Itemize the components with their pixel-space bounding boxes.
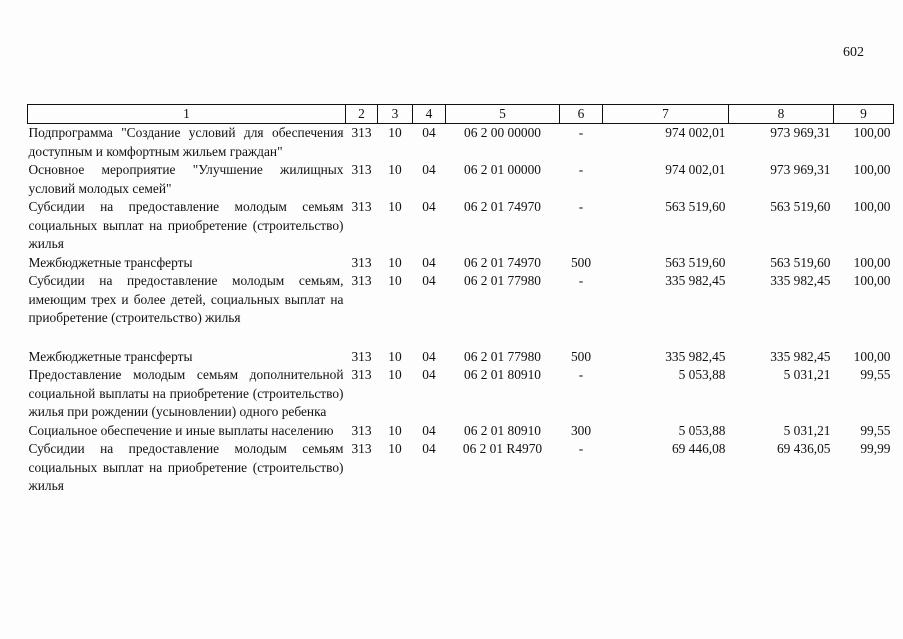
row-percent: 99,55 xyxy=(860,367,891,382)
row-target-code: 06 2 00 00000 xyxy=(464,125,541,140)
row-admin-code: 313 xyxy=(351,254,372,270)
row-actual-amount: 335 982,45 xyxy=(770,348,831,364)
table-row xyxy=(28,161,894,198)
table-row xyxy=(28,124,894,162)
table-body xyxy=(28,124,894,496)
table-row xyxy=(28,422,894,441)
row-spacer xyxy=(28,328,894,348)
row-expense-type: - xyxy=(578,367,584,382)
table-header xyxy=(28,105,894,124)
row-percent: 100,00 xyxy=(853,348,891,364)
row-actual-amount: 563 519,60 xyxy=(770,254,831,270)
row-subsection: 04 xyxy=(422,367,436,382)
row-expense-type: 300 xyxy=(570,422,592,438)
row-section: 10 xyxy=(388,273,402,288)
row-admin-code: 313 xyxy=(351,422,372,438)
row-admin-code: 313 xyxy=(351,273,372,288)
row-expense-type: - xyxy=(578,199,584,214)
row-subsection: 04 xyxy=(422,254,436,270)
row-section: 10 xyxy=(388,254,402,270)
row-target-code: 06 2 01 77980 xyxy=(464,273,541,288)
row-section: 10 xyxy=(388,422,402,438)
row-target-code: 06 2 01 80910 xyxy=(464,367,541,382)
row-percent: 100,00 xyxy=(853,125,891,140)
row-admin-code: 313 xyxy=(351,441,372,456)
table-row xyxy=(28,198,894,254)
row-name: Субсидии на предоставление молодым семьям социальных выплат на приобретение (строительство) жилья xyxy=(28,199,344,251)
row-admin-code: 313 xyxy=(351,367,372,382)
row-name: Межбюджетные трансферты xyxy=(28,254,193,270)
row-section: 10 xyxy=(388,367,402,382)
row-plan-amount: 5 053,88 xyxy=(678,422,726,438)
row-actual-amount: 335 982,45 xyxy=(770,273,831,288)
row-admin-code: 313 xyxy=(351,199,372,214)
row-admin-code: 313 xyxy=(351,162,372,177)
row-name: Подпрограмма "Создание условий для обеспечения доступным и комфортным жильем граждан" xyxy=(28,125,344,159)
row-target-code: 06 2 01 80910 xyxy=(464,422,541,438)
row-section: 10 xyxy=(388,162,402,177)
header-col-1: 1 xyxy=(28,105,346,124)
row-subsection: 04 xyxy=(422,273,436,288)
row-subsection: 04 xyxy=(422,441,436,456)
row-percent: 99,55 xyxy=(860,422,891,438)
row-target-code: 06 2 01 74970 xyxy=(464,254,541,270)
header-row xyxy=(28,105,894,124)
row-expense-type: 500 xyxy=(570,348,592,364)
row-target-code: 06 2 01 00000 xyxy=(464,162,541,177)
row-subsection: 04 xyxy=(422,162,436,177)
table-row xyxy=(28,366,894,422)
header-col-9: 9 xyxy=(834,105,894,124)
row-subsection: 04 xyxy=(422,125,436,140)
row-actual-amount: 5 031,21 xyxy=(783,422,831,438)
row-actual-amount: 973 969,31 xyxy=(770,162,831,177)
row-expense-type: - xyxy=(578,273,584,288)
row-plan-amount: 974 002,01 xyxy=(665,125,726,140)
row-plan-amount: 5 053,88 xyxy=(678,367,726,382)
row-name: Субсидии на предоставление молодым семьям, имеющим трех и более детей, социальных выплат на приобретение (строительство) жилья xyxy=(28,273,344,325)
row-expense-type: - xyxy=(578,162,584,177)
table-row xyxy=(28,254,894,273)
row-name: Основное мероприятие "Улучшение жилищных условий молодых семей" xyxy=(28,162,344,196)
table-row xyxy=(28,440,894,496)
header-col-4: 4 xyxy=(413,105,446,124)
spacer-cell xyxy=(28,328,894,348)
row-section: 10 xyxy=(388,125,402,140)
row-actual-amount: 563 519,60 xyxy=(770,199,831,214)
row-percent: 100,00 xyxy=(853,254,891,270)
row-name: Социальное обеспечение и иные выплаты населению xyxy=(28,422,334,438)
row-plan-amount: 974 002,01 xyxy=(665,162,726,177)
row-target-code: 06 2 01 77980 xyxy=(464,348,541,364)
row-section: 10 xyxy=(388,441,402,456)
row-expense-type: - xyxy=(578,441,584,456)
row-subsection: 04 xyxy=(422,348,436,364)
header-col-6: 6 xyxy=(560,105,603,124)
row-target-code: 06 2 01 74970 xyxy=(464,199,541,214)
header-col-3: 3 xyxy=(378,105,413,124)
row-target-code: 06 2 01 R4970 xyxy=(462,441,543,456)
header-col-7: 7 xyxy=(603,105,729,124)
row-plan-amount: 335 982,45 xyxy=(665,348,726,364)
row-percent: 100,00 xyxy=(853,162,891,177)
row-section: 10 xyxy=(388,348,402,364)
header-col-5: 5 xyxy=(446,105,560,124)
row-admin-code: 313 xyxy=(351,348,372,364)
row-section: 10 xyxy=(388,199,402,214)
row-actual-amount: 973 969,31 xyxy=(770,125,831,140)
row-percent: 99,99 xyxy=(860,441,891,456)
row-admin-code: 313 xyxy=(351,125,372,140)
row-name: Субсидии на предоставление молодым семьям социальных выплат на приобретение (строительство) жилья xyxy=(28,441,344,493)
budget-table xyxy=(27,104,894,496)
header-col-2: 2 xyxy=(346,105,378,124)
row-plan-amount: 563 519,60 xyxy=(665,254,726,270)
row-subsection: 04 xyxy=(422,422,436,438)
header-col-8: 8 xyxy=(729,105,834,124)
row-name: Предоставление молодым семьям дополнительной социальной выплаты на приобретение (строительство) жилья при рождении (усыновлении) одного ребенка xyxy=(28,367,344,419)
table-row xyxy=(28,348,894,367)
row-name: Межбюджетные трансферты xyxy=(28,348,193,364)
table-row xyxy=(28,272,894,328)
row-plan-amount: 335 982,45 xyxy=(665,273,726,288)
row-actual-amount: 69 436,05 xyxy=(776,441,831,456)
row-expense-type: - xyxy=(578,125,584,140)
row-plan-amount: 69 446,08 xyxy=(671,441,726,456)
row-plan-amount: 563 519,60 xyxy=(665,199,726,214)
row-expense-type: 500 xyxy=(570,254,592,270)
row-actual-amount: 5 031,21 xyxy=(783,367,831,382)
row-percent: 100,00 xyxy=(853,199,891,214)
page-number: 602 xyxy=(843,45,864,60)
row-subsection: 04 xyxy=(422,199,436,214)
row-percent: 100,00 xyxy=(853,273,891,288)
